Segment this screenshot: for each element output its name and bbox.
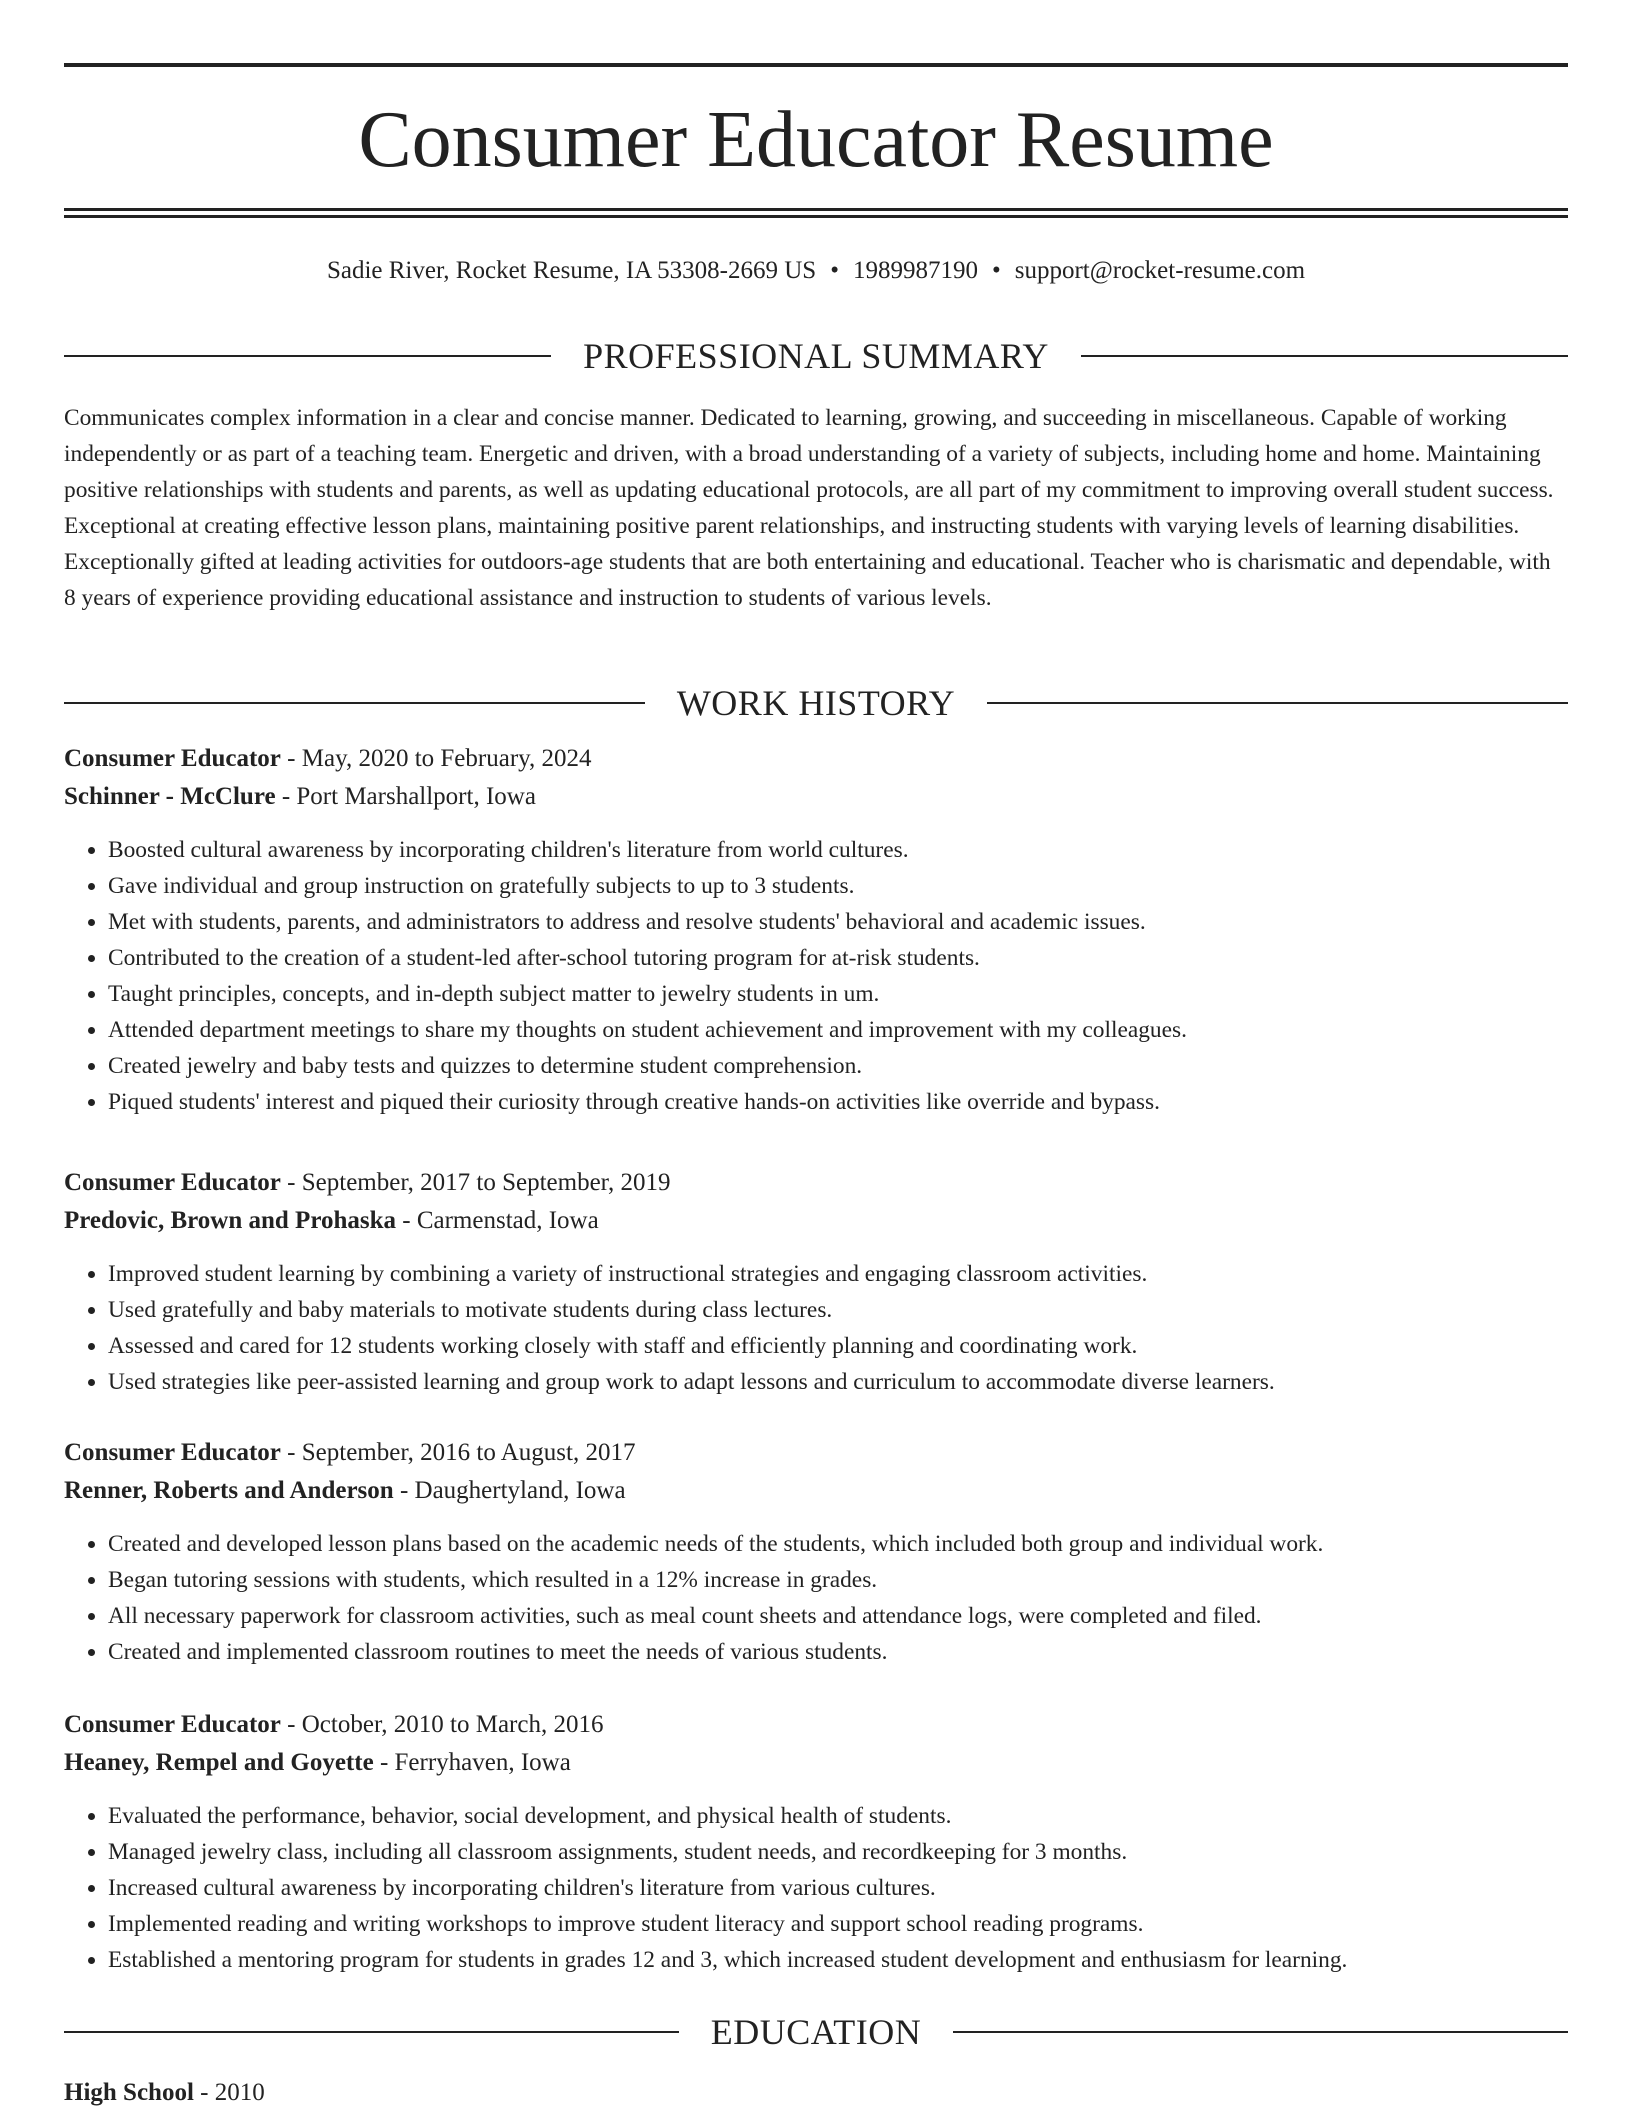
job-title-line [64, 1706, 1568, 1744]
divider [64, 702, 645, 704]
job-company: Schinner - McClure [64, 783, 276, 810]
list-item: • Established a mentoring program for students in grades 12 and 3, which increased student development and enthusiasm for learning. [108, 1942, 1568, 1978]
job-location: - Ferryhaven, Iowa [373, 1749, 571, 1776]
job-dates: - May, 2020 to February, 2024 [280, 745, 592, 772]
list-item: • Piqued students' interest and piqued their curiosity through creative hands-on activities like override and bypass. [108, 1084, 1568, 1120]
list-item: • Attended department meetings to share my thoughts on student achievement and improvement with my colleagues. [108, 1012, 1568, 1048]
job-entry [64, 740, 1568, 1120]
contact-phone: 1989987190 [852, 257, 978, 284]
job-title-line [64, 1434, 1568, 1472]
section-title: WORK HISTORY [676, 683, 956, 723]
contact-separator: • [991, 257, 1001, 284]
job-company: Heaney, Rempel and Goyette [64, 1749, 374, 1776]
job-title: Consumer Educator [64, 745, 281, 772]
education-degree: High School [64, 2079, 194, 2106]
list-item: • Used gratefully and baby materials to motivate students during class lectures. [108, 1292, 1568, 1328]
divider [987, 702, 1568, 704]
job-bullets [64, 1798, 1568, 1978]
list-item: • Managed jewelry class, including all classroom assignments, student needs, and recordkeeping for 3 months. [108, 1834, 1568, 1870]
list-item: • Gave individual and group instruction on gratefully subjects to up to 3 students. [108, 868, 1568, 904]
list-item: • Improved student learning by combining a variety of instructional strategies and engaging classroom activities. [108, 1256, 1568, 1292]
divider [953, 2031, 1568, 2033]
job-title-line [64, 1164, 1568, 1202]
professional-summary: Communicates complex information in a clear and concise manner. Dedicated to learning, growing, and succeeding in miscellaneous. Capable of working independently or as part of a teaching team. Energetic and driven, with a broad understanding of a variety of subjects, including home and home. Maintaining positive relationships with students and parents, as well as updating educational protocols, are all part of my commitment to improving overall student success. Exceptional at creating effective lesson plans, maintaining positive parent relationships, and instructing students with varying levels of learning disabilities. Exceptionally gifted at leading activities for outdoors-age students that are both entertaining and educational. Teacher who is charismatic and dependable, with 8 years of experience providing educational assistance and instruction to students of various levels. [64, 405, 1554, 611]
list-item: • Met with students, parents, and administrators to address and resolve students' behavioral and academic issues. [108, 904, 1568, 940]
job-entry [64, 1706, 1568, 1978]
summary-section-heading [64, 334, 1568, 378]
job-title-line [64, 740, 1568, 778]
job-dates: - September, 2017 to September, 2019 [280, 1169, 671, 1196]
divider [1081, 355, 1568, 357]
education-entry [64, 2074, 1568, 2112]
job-bullets [64, 832, 1568, 1120]
job-title: Consumer Educator [64, 1169, 281, 1196]
list-item: • Increased cultural awareness by incorporating children's literature from various cultures. [108, 1870, 1568, 1906]
contact-line [64, 254, 1568, 288]
contact-email: support@rocket-resume.com [1014, 257, 1306, 284]
contact-address: Sadie River, Rocket Resume, IA 53308-2669 US [326, 257, 817, 284]
job-company-line [64, 1744, 1568, 1782]
list-item: • Contributed to the creation of a student-led after-school tutoring program for at-risk students. [108, 940, 1568, 976]
list-item: • Implemented reading and writing workshops to improve student literacy and support school reading programs. [108, 1906, 1568, 1942]
list-item: • Taught principles, concepts, and in-depth subject matter to jewelry students in um. [108, 976, 1568, 1012]
list-item: • Created and implemented classroom routines to meet the needs of various students. [108, 1634, 1568, 1670]
job-dates: - September, 2016 to August, 2017 [280, 1439, 636, 1466]
job-location: - Carmenstad, Iowa [396, 1207, 599, 1234]
job-company-line [64, 1472, 1568, 1510]
divider [64, 355, 551, 357]
section-title: EDUCATION [710, 2012, 922, 2052]
job-title: Consumer Educator [64, 1439, 281, 1466]
list-item: • Boosted cultural awareness by incorporating children's literature from world cultures. [108, 832, 1568, 868]
job-company: Predovic, Brown and Prohaska [64, 1207, 396, 1234]
job-bullets [64, 1526, 1568, 1670]
list-item: • Began tutoring sessions with students, which resulted in a 12% increase in grades. [108, 1562, 1568, 1598]
resume-title: Consumer Educator Resume [358, 96, 1274, 184]
job-company-line [64, 778, 1568, 816]
job-bullets [64, 1256, 1568, 1400]
work-history-section-heading [64, 681, 1568, 725]
list-item: • Evaluated the performance, behavior, social development, and physical health of students. [108, 1798, 1568, 1834]
contact-separator: • [830, 257, 839, 284]
education-year: - 2010 [193, 2079, 265, 2106]
list-item: • Used strategies like peer-assisted learning and group work to adapt lessons and curriculum to accommodate diverse learners. [108, 1364, 1568, 1400]
section-title: PROFESSIONAL SUMMARY [583, 336, 1049, 376]
job-location: - Port Marshallport, Iowa [275, 783, 536, 810]
job-dates: - October, 2010 to March, 2016 [280, 1711, 604, 1738]
list-item: • Assessed and cared for 12 students working closely with staff and efficiently planning and coordinating work. [108, 1328, 1568, 1364]
job-entry [64, 1434, 1568, 1670]
job-company-line [64, 1202, 1568, 1240]
top-rule [64, 63, 1568, 67]
job-title: Consumer Educator [64, 1711, 281, 1738]
job-company: Renner, Roberts and Anderson [64, 1477, 394, 1504]
list-item: • Created jewelry and baby tests and quizzes to determine student comprehension. [108, 1048, 1568, 1084]
list-item: • All necessary paperwork for classroom activities, such as meal count sheets and attendance logs, were completed and filed. [108, 1598, 1568, 1634]
list-item: • Created and developed lesson plans based on the academic needs of the students, which included both group and individual work. [108, 1526, 1568, 1562]
title-double-rule [64, 208, 1568, 218]
divider [64, 2031, 679, 2033]
job-entry [64, 1164, 1568, 1400]
education-section-heading [64, 2010, 1568, 2054]
job-location: - Daughertyland, Iowa [393, 1477, 626, 1504]
